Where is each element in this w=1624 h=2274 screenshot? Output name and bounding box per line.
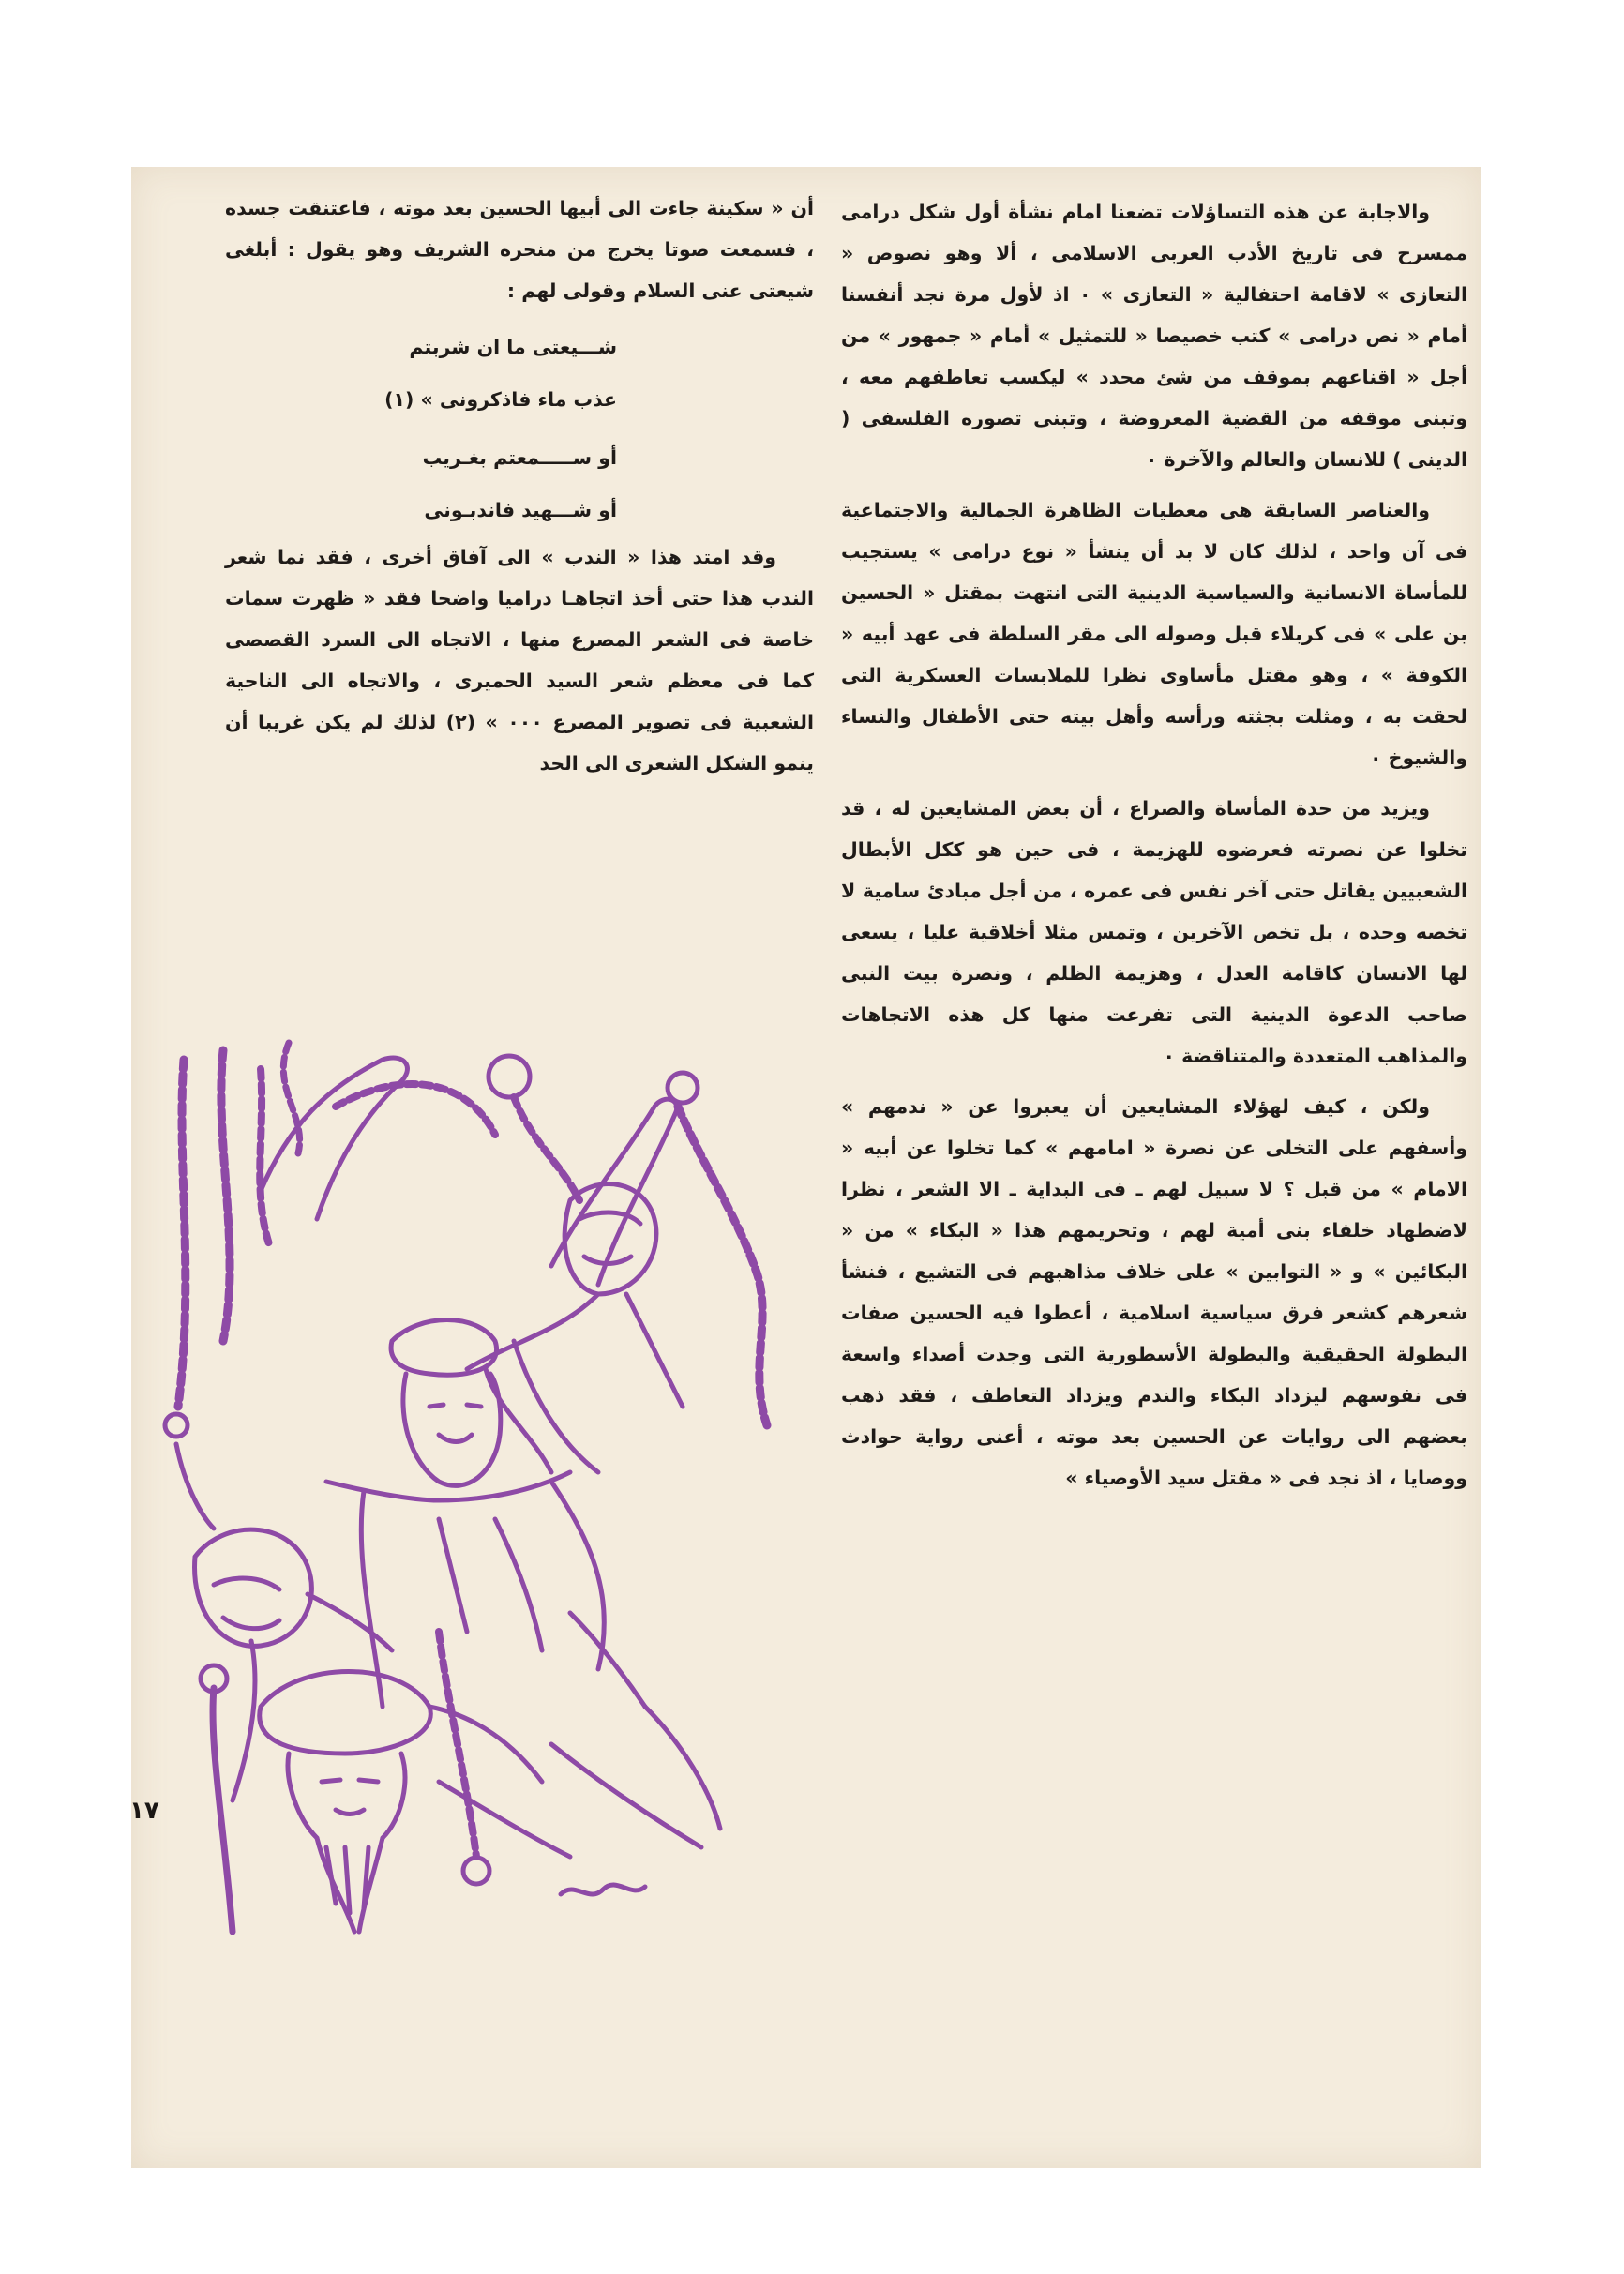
paragraph-nadb-extension: وقد امتد هذا « الندب » الى آفاق أخرى ، فقد نما شعر الندب هذا حتى أخذ اتجاهـا دراميا واضحا فقد « ظهرت سمات خاصة فى الشعر المصرع منها ، الاتجاه الى السرد القصصى كما فى معظم شعر السيد الحميرى ، والاتجاه الى الناحية الشعبية فى تصوير المصرع ٠٠٠ » (٢) لذلك لم يكن غريبا أن ينمو الشكل الشعرى الى الحد [225, 546, 814, 775]
page-number: ١٧ [129, 1797, 159, 1825]
paragraph-ta3azi-origin: والاجابة عن هذه التساؤلات تضعنا امام نشأة أول شكل درامى ممسرح فى تاريخ الأدب العربى الاسلامى ، ألا وهو نصوص « التعازى » لاقامة احتفالية « التعازى » ٠ اذ لأول مرة نجد أنفسنا أمام « نص درامى » كتب خصيصا « للتمثيل » أمام « جمهور » من أجل « اقناعهم بموقف من شئ محدد » ليكسب تعاطفهم معه ، وتبنى موقفه من القضية المعروضة ، وتبنى تصوره الفلسفى ( الدينى ) للانسان والعالم والآخرة ٠ [841, 201, 1467, 471]
verse-line-1: شـــيعتى ما ان شربتم [409, 336, 617, 358]
verse-line-4: أو شـــهيد فاندبـونى [424, 499, 617, 521]
paragraph-tragedy-conflict: ويزيد من حدة المأساة والصراع ، أن بعض المشايعين له ، قد تخلوا عن نصرته فعرضوه للهزيمة ، فى حين هو ككل الأبطال الشعبيين يقاتل حتى آخر نفس فى عمره ، من أجل مبادئ سامية لا تخصه وحده ، بل تخص الآخرين ، وتمس مثلا أخلاقية عليا ، يسعى لها الانسان كاقامة العدل ، وهزيمة الظلم ، ونصرة بيت النبى صاحب الدعوة الدينية التى تفرعت منها كل هذه الاتجاهات والمذاهب المتعددة والمتناقضة ٠ [841, 797, 1467, 1067]
chain-ball-top [489, 1056, 530, 1097]
paragraph-followers-remorse: ولكن ، كيف لهؤلاء المشايعين أن يعبروا عن « ندمهم » وأسفهم على التخلى عن نصرة « امامهم » كما تخلوا عن أبيه « الامام » من قبل ؟ لا سبيل لهم ـ فى البداية ـ الا الشعر ، نظرا لاضطهاد خلفاء بنى أمية لهم ، وتحريمهم هذا « البكاء » من « البكائين » و « التوابين » على خلاف مذاهبهم فى التشيع ، فنشأ شعرهم كشعر فرق سياسية اسلامية ، أعطوا فيه الحسين صفات البطولة الحقيقية والبطولة الأسطورية التى وجدت أصداء واسعة فى نفوسهم ليزداد البكاء والندم ويزداد التعاطف ، فقد ذهب بعضهم الى روايات عن الحسين بعد موته ، أعنى رواية حوادث ووصايا ، اذ نجد فى « مقتل سيد الأوصياء » [841, 1095, 1467, 1489]
left-text-column [225, 188, 814, 793]
artist-signature [561, 1885, 645, 1894]
paragraph-aesthetic-elements: والعناصر السابقة هى معطيات الظاهرة الجمالية والاجتماعية فى آن واحد ، لذلك كان لا بد أن ينشأ « نوع درامى » يستجيب للمأساة الانسانية والسياسية الدينية التى انتهت بمقتل « الحسين بن على » فى كربلاء قبل وصوله الى مقر السلطة فى عهد أبيه « الكوفة » ، وهو مقتل مأساوى نظرا للملابسات العسكرية التى لحقت به ، ومثلت بجثته ورأسه وأهل بيته حتى الأطفال والنساء والشيوخ ٠ [841, 499, 1467, 769]
shouting-mourner-figure [326, 1320, 645, 1708]
verse-line-3: أو ســـــمعتم بغـريب [422, 446, 617, 469]
mourners-illustration [158, 1032, 795, 1950]
right-text-column [841, 191, 1467, 1508]
raised-arm-right [551, 1099, 677, 1285]
hanging-chains-left-icon [165, 1043, 300, 1437]
paragraph-sukayna-story: أن « سكينة جاءت الى أبيها الحسين بعد موته ، فاعتنقت جسده ، فسمعت صوتا يخرج من منحره الشريف وهو يقول : أبلغى شيعتى عنى السلام وقولى لهم : [225, 197, 814, 302]
verse-line-2: عذب ماء فاذكرونى » (١) [384, 388, 617, 411]
poem-verse-block [225, 321, 814, 536]
